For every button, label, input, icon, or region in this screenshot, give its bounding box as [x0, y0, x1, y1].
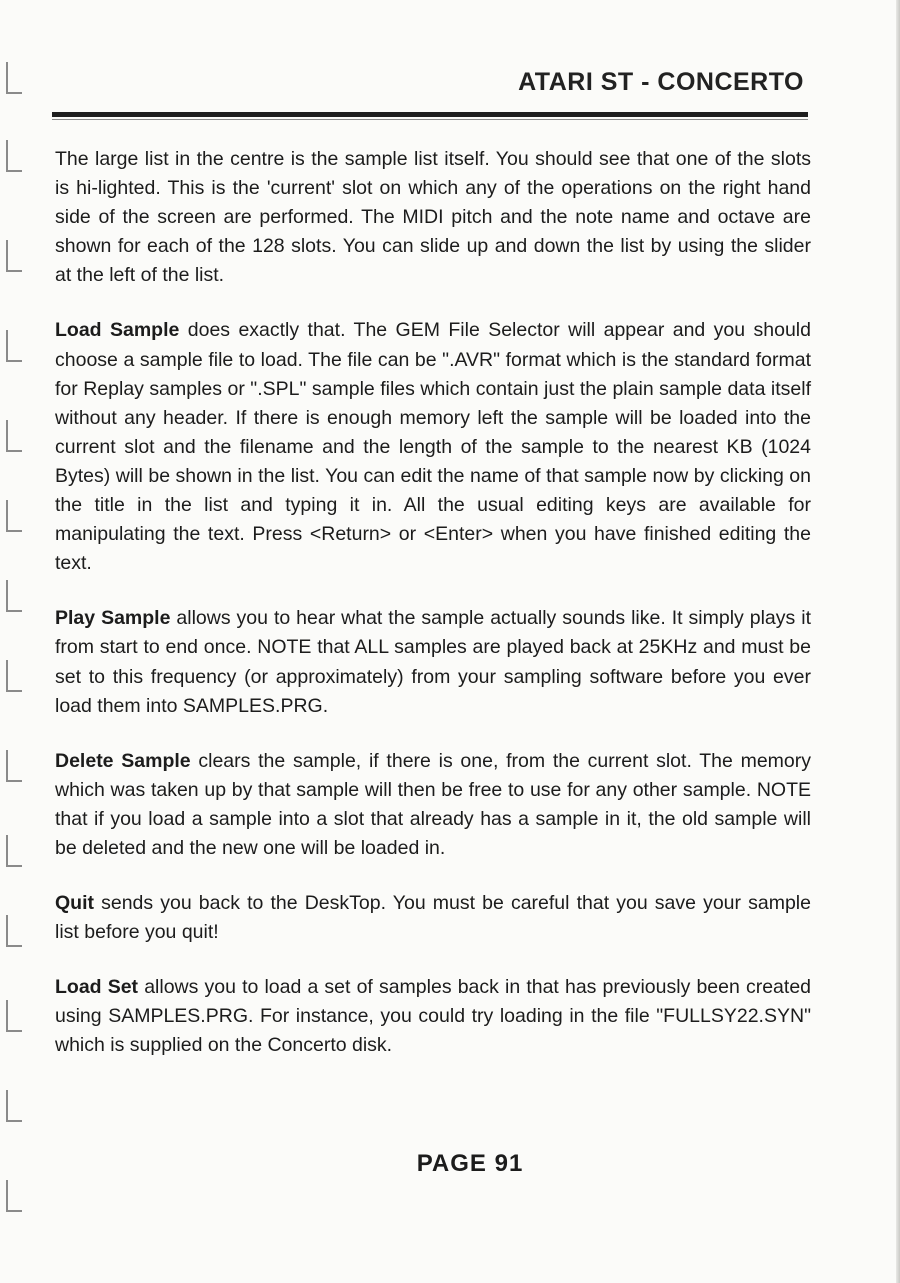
binding-mark [6, 330, 22, 362]
binding-mark [6, 1180, 22, 1212]
paragraph-text: does exactly that. The GEM File Selector will appear and you should choose a sample file to load. The file can be ".AVR" format which is the standard format for Replay samples or ".SPL" sample files which contain just the plain sample data itself without any header. If there is enough memory left the sample will be loaded into the current slot and the filename and the length of the sample to the nearest KB (1024 Bytes) will be shown in the list. You can edit the name of that sample now by clicking on the title in the list and typing it in. All the usual editing keys are available for manipulating the text. Press <Return> or <Enter> when you have finished editing the text. [55, 319, 811, 575]
paragraph-lead: Load Set [55, 976, 139, 999]
page-number: PAGE 91 [416, 1150, 524, 1177]
paragraph-load-set [55, 973, 811, 1060]
binding-mark [6, 835, 22, 867]
header-rule-thin [52, 119, 808, 120]
paragraph-intro [55, 145, 811, 290]
paragraph-load-sample [55, 316, 811, 578]
binding-mark [6, 660, 22, 692]
binding-mark [6, 750, 22, 782]
paragraph-text: sends you back to the DeskTop. You must be careful that you save your sample list before you quit! [55, 892, 811, 944]
paragraph-lead: Delete Sample [55, 749, 191, 772]
binding-mark [6, 1090, 22, 1122]
binding-mark [6, 62, 22, 94]
binding-mark [6, 500, 22, 532]
page-header-title: ATARI ST - CONCERTO [518, 68, 804, 96]
paragraph-lead: Play Sample [55, 607, 171, 630]
paragraph-play-sample [55, 604, 811, 720]
body-text [55, 145, 811, 1087]
paragraph-delete-sample [55, 747, 811, 863]
paragraph-lead: Quit [55, 892, 94, 915]
paragraph-quit [55, 889, 811, 947]
paragraph-text: clears the sample, if there is one, from the current slot. The memory which was taken up by that sample will then be free to use for any other sample. NOTE that if you load a sample into a slot that already has a sample in it, the old sample will be deleted and the new one will be loaded in. [55, 749, 811, 859]
binding-mark [6, 420, 22, 452]
paragraph-text: allows you to hear what the sample actually sounds like. It simply plays it from start to end once. NOTE that ALL samples are played back at 25KHz and must be set to this frequency (or approximately) from your sampling software before you ever load them into SAMPLES.PRG. [55, 607, 811, 717]
paragraph-text: The large list in the centre is the sample list itself. You should see that one of the slots is hi-lighted. This is the 'current' slot on which any of the operations on the right hand side of the screen are performed. The MIDI pitch and the note name and octave are shown for each of the 128 slots. You can slide up and down the list by using the slider at the left of the list. [55, 148, 811, 287]
header-rule [52, 112, 808, 117]
binding-mark [6, 915, 22, 947]
paragraph-text: allows you to load a set of samples back in that has previously been created using SAMPLES.PRG. For instance, you could try loading in the file "FULLSY22.SYN" which is supplied on the Concerto disk. [55, 976, 812, 1057]
binding-mark [6, 240, 22, 272]
paragraph-lead: Load Sample [55, 319, 180, 342]
page-edge-shadow [896, 0, 900, 1283]
binding-mark [6, 140, 22, 172]
binding-mark [6, 1000, 22, 1032]
binding-mark [6, 580, 22, 612]
